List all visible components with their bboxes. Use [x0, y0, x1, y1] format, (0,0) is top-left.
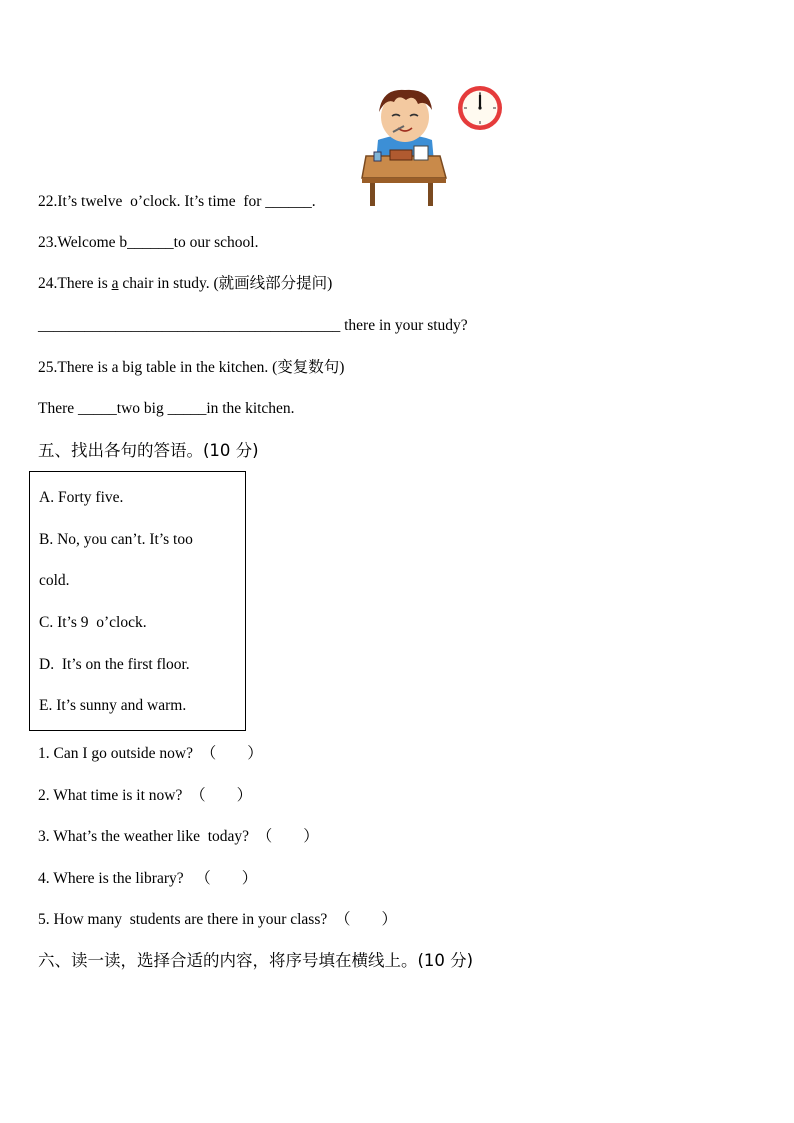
option-d: D. It’s on the first floor.: [39, 656, 190, 673]
boy-eating-lunch-illustration: [360, 82, 450, 215]
question-24-underlined: a: [111, 275, 119, 292]
match-question-1: 1. Can I go outside now? （ ）: [38, 745, 263, 762]
option-e: E. It’s sunny and warm.: [39, 697, 187, 714]
option-b-continued: cold.: [39, 572, 70, 589]
match-question-5: 5. How many students are there in your class? （ ）: [38, 911, 398, 928]
match-question-2: 2. What time is it now? （ ）: [38, 787, 253, 804]
section-5-title: 五、找出各句的答语。(10 分): [38, 441, 259, 460]
question-23: 23.Welcome b______to our school.: [38, 234, 259, 251]
question-24-suffix: chair in study. (就画线部分提问): [118, 275, 333, 292]
answer-options-box: [29, 471, 246, 731]
match-question-3: 3. What’s the weather like today? （ ）: [38, 828, 319, 845]
question-24-answer-line: _______________________________________ there in your study?: [38, 317, 468, 334]
section-6-title: 六、读一读，选择合适的内容，将序号填在横线上。(10 分): [38, 951, 474, 970]
clock-icon: [456, 84, 504, 137]
question-24-prefix: 24.There is: [38, 275, 112, 292]
option-a: A. Forty five.: [39, 489, 124, 506]
match-question-4: 4. Where is the library? （ ）: [38, 870, 258, 887]
option-c: C. It’s 9 o’clock.: [39, 614, 147, 631]
question-25: 25.There is a big table in the kitchen. (变复数句): [38, 359, 345, 376]
question-24: [38, 274, 332, 294]
question-25-answer-line: There _____two big _____in the kitchen.: [38, 400, 295, 417]
question-22: 22.It’s twelve o’clock. It’s time for ______.: [38, 193, 316, 210]
option-b: B. No, you can’t. It’s too: [39, 531, 193, 548]
